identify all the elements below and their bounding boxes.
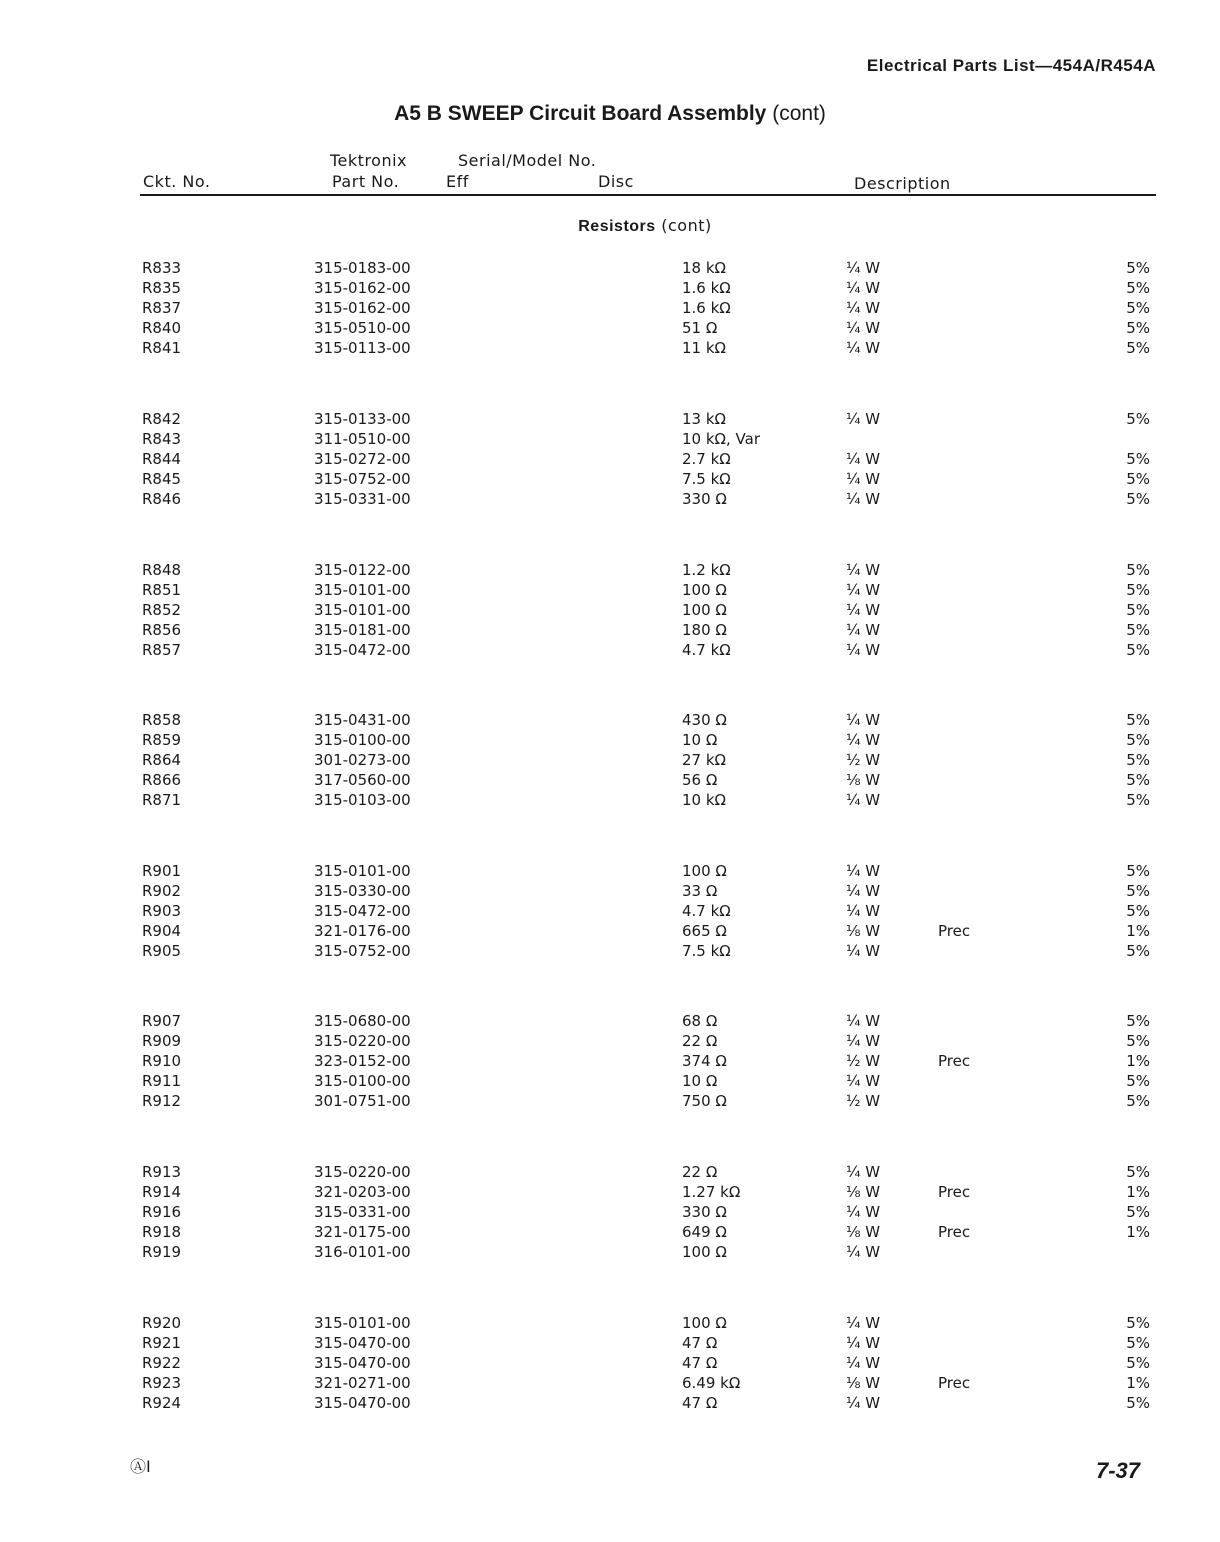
tolerance: 5% (1126, 581, 1150, 599)
part-no: 315-0220-00 (314, 1032, 411, 1050)
wattage: ¼ W (846, 1334, 881, 1352)
wattage: ⅛ W (846, 771, 881, 789)
ckt-no: R858 (142, 711, 182, 729)
part-no: 315-0472-00 (314, 902, 411, 920)
value: 430 Ω (682, 711, 727, 729)
wattage: ¼ W (846, 711, 881, 729)
ckt-no: R916 (142, 1203, 182, 1221)
col-header-serial-model: Serial/Model No. (458, 151, 597, 170)
parts-group (0, 561, 1220, 671)
table-row (0, 1223, 1220, 1243)
table-row (0, 882, 1220, 902)
part-no: 315-0113-00 (314, 339, 411, 357)
ckt-no: R848 (142, 561, 182, 579)
section-title-label: Resistors (578, 218, 656, 235)
note: Prec (938, 922, 971, 940)
value: 51 Ω (682, 319, 718, 337)
tolerance: 5% (1126, 942, 1150, 960)
ckt-no: R921 (142, 1334, 182, 1352)
part-no: 315-0470-00 (314, 1394, 411, 1412)
ckt-no: R904 (142, 922, 182, 940)
wattage: ¼ W (846, 942, 881, 960)
wattage: ½ W (846, 1052, 881, 1070)
table-row (0, 1203, 1220, 1223)
table-row (0, 711, 1220, 731)
ckt-no: R859 (142, 731, 182, 749)
tolerance: 5% (1126, 339, 1150, 357)
table-row (0, 450, 1220, 470)
table-row (0, 922, 1220, 942)
table-row (0, 771, 1220, 791)
page-number: 7-37 (1095, 1458, 1140, 1483)
part-no: 315-0100-00 (314, 731, 411, 749)
note: Prec (938, 1374, 971, 1392)
table-row (0, 1243, 1220, 1263)
wattage: ¼ W (846, 1072, 881, 1090)
ckt-no: R864 (142, 751, 182, 769)
part-no: 321-0271-00 (314, 1374, 411, 1392)
table-row (0, 601, 1220, 621)
part-no: 316-0101-00 (314, 1243, 411, 1261)
value: 10 Ω (682, 1072, 718, 1090)
part-no: 315-0472-00 (314, 641, 411, 659)
value: 100 Ω (682, 1314, 727, 1332)
part-no: 317-0560-00 (314, 771, 411, 789)
part-no: 315-0122-00 (314, 561, 411, 579)
value: 13 kΩ (682, 410, 727, 428)
part-no: 315-0431-00 (314, 711, 411, 729)
wattage: ¼ W (846, 1032, 881, 1050)
wattage: ¼ W (846, 641, 881, 659)
wattage: ¼ W (846, 731, 881, 749)
part-no: 315-0752-00 (314, 942, 411, 960)
wattage: ¼ W (846, 450, 881, 468)
wattage: ¼ W (846, 470, 881, 488)
page-title (0, 102, 1220, 126)
tolerance: 5% (1126, 490, 1150, 508)
ckt-no: R922 (142, 1354, 182, 1372)
ckt-no: R913 (142, 1163, 182, 1181)
wattage: ¼ W (846, 791, 881, 809)
ckt-no: R903 (142, 902, 182, 920)
table-row (0, 410, 1220, 430)
value: 100 Ω (682, 862, 727, 880)
value: 27 kΩ (682, 751, 727, 769)
table-row (0, 942, 1220, 962)
wattage: ⅛ W (846, 1374, 881, 1392)
ckt-no: R866 (142, 771, 182, 789)
value: 374 Ω (682, 1052, 727, 1070)
tolerance: 5% (1126, 410, 1150, 428)
value: 10 kΩ, Var (682, 430, 760, 448)
wattage: ¼ W (846, 882, 881, 900)
ckt-no: R910 (142, 1052, 182, 1070)
wattage: ⅛ W (846, 922, 881, 940)
table-row (0, 319, 1220, 339)
parts-group (0, 862, 1220, 972)
table-row (0, 1052, 1220, 1072)
value: 1.6 kΩ (682, 299, 731, 317)
section-title (0, 216, 1220, 236)
value: 18 kΩ (682, 259, 727, 277)
tolerance: 5% (1126, 601, 1150, 619)
tolerance: 5% (1126, 1163, 1150, 1181)
ckt-no: R837 (142, 299, 182, 317)
tolerance: 5% (1126, 470, 1150, 488)
wattage: ¼ W (846, 581, 881, 599)
wattage: ¼ W (846, 1314, 881, 1332)
table-row (0, 1183, 1220, 1203)
value: 33 Ω (682, 882, 718, 900)
wattage: ¼ W (846, 862, 881, 880)
wattage: ¼ W (846, 339, 881, 357)
ckt-no: R905 (142, 942, 182, 960)
value: 56 Ω (682, 771, 718, 789)
col-header-description: Description (854, 174, 951, 193)
value: 330 Ω (682, 490, 727, 508)
part-no: 315-0330-00 (314, 882, 411, 900)
value: 22 Ω (682, 1032, 718, 1050)
col-header-tektronix: Tektronix (330, 151, 408, 170)
col-header-eff: Eff (446, 172, 469, 191)
table-row (0, 902, 1220, 922)
ckt-no: R923 (142, 1374, 182, 1392)
ckt-no: R918 (142, 1223, 182, 1241)
ckt-no: R852 (142, 601, 182, 619)
value: 649 Ω (682, 1223, 727, 1241)
table-row (0, 1354, 1220, 1374)
tolerance: 5% (1126, 751, 1150, 769)
tolerance: 5% (1126, 319, 1150, 337)
value: 4.7 kΩ (682, 902, 731, 920)
col-header-ckt-no: Ckt. No. (143, 172, 211, 191)
value: 100 Ω (682, 601, 727, 619)
table-row (0, 259, 1220, 279)
table-row (0, 561, 1220, 581)
part-no: 321-0175-00 (314, 1223, 411, 1241)
parts-group (0, 1314, 1220, 1424)
part-no: 315-0101-00 (314, 862, 411, 880)
table-row (0, 1072, 1220, 1092)
value: 1.2 kΩ (682, 561, 731, 579)
ckt-no: R857 (142, 641, 182, 659)
ckt-no: R914 (142, 1183, 182, 1201)
value: 47 Ω (682, 1354, 718, 1372)
part-no: 315-0162-00 (314, 299, 411, 317)
ckt-no: R911 (142, 1072, 182, 1090)
table-row (0, 1163, 1220, 1183)
note: Prec (938, 1052, 971, 1070)
wattage: ¼ W (846, 490, 881, 508)
wattage: ¼ W (846, 1354, 881, 1372)
ckt-no: R844 (142, 450, 182, 468)
tolerance: 5% (1126, 902, 1150, 920)
parts-group (0, 259, 1220, 369)
ckt-no: R912 (142, 1092, 182, 1110)
tolerance: 5% (1126, 1314, 1150, 1332)
tolerance: 5% (1126, 1203, 1150, 1221)
table-row (0, 1032, 1220, 1052)
tolerance: 5% (1126, 561, 1150, 579)
tolerance: 5% (1126, 791, 1150, 809)
value: 6.49 kΩ (682, 1374, 741, 1392)
wattage: ¼ W (846, 1203, 881, 1221)
value: 7.5 kΩ (682, 470, 731, 488)
table-row (0, 731, 1220, 751)
tolerance: 5% (1126, 771, 1150, 789)
wattage: ¼ W (846, 1163, 881, 1181)
table-row (0, 641, 1220, 661)
wattage: ¼ W (846, 902, 881, 920)
part-no: 315-0101-00 (314, 1314, 411, 1332)
ckt-no: R835 (142, 279, 182, 297)
part-no: 315-0272-00 (314, 450, 411, 468)
parts-group (0, 711, 1220, 821)
footer-mark: ⒶI (130, 1457, 151, 1476)
tolerance: 5% (1126, 862, 1150, 880)
table-row (0, 1374, 1220, 1394)
wattage: ¼ W (846, 1243, 881, 1261)
value: 7.5 kΩ (682, 942, 731, 960)
table-row (0, 1012, 1220, 1032)
wattage: ¼ W (846, 1394, 881, 1412)
part-no: 315-0133-00 (314, 410, 411, 428)
part-no: 301-0273-00 (314, 751, 411, 769)
header-rule (140, 194, 1156, 196)
table-row (0, 1334, 1220, 1354)
part-no: 315-0331-00 (314, 1203, 411, 1221)
ckt-no: R833 (142, 259, 182, 277)
value: 10 kΩ (682, 791, 727, 809)
part-no: 315-0510-00 (314, 319, 411, 337)
parts-group (0, 410, 1220, 520)
tolerance: 5% (1126, 259, 1150, 277)
value: 100 Ω (682, 581, 727, 599)
tolerance: 5% (1126, 621, 1150, 639)
ckt-no: R841 (142, 339, 182, 357)
ckt-no: R856 (142, 621, 182, 639)
tolerance: 5% (1126, 731, 1150, 749)
table-row (0, 470, 1220, 490)
value: 1.6 kΩ (682, 279, 731, 297)
tolerance: 1% (1126, 1223, 1150, 1241)
note: Prec (938, 1183, 971, 1201)
value: 665 Ω (682, 922, 727, 940)
ckt-no: R907 (142, 1012, 182, 1030)
part-no: 315-0220-00 (314, 1163, 411, 1181)
running-head: Electrical Parts List—454A/R454A (866, 56, 1156, 75)
col-header-part-no: Part No. (332, 172, 400, 191)
ckt-no: R902 (142, 882, 182, 900)
ckt-no: R845 (142, 470, 182, 488)
part-no: 321-0176-00 (314, 922, 411, 940)
ckt-no: R840 (142, 319, 182, 337)
value: 330 Ω (682, 1203, 727, 1221)
value: 180 Ω (682, 621, 727, 639)
part-no: 315-0331-00 (314, 490, 411, 508)
table-row (0, 751, 1220, 771)
part-no: 315-0101-00 (314, 581, 411, 599)
tolerance: 5% (1126, 1092, 1150, 1110)
ckt-no: R919 (142, 1243, 182, 1261)
part-no: 323-0152-00 (314, 1052, 411, 1070)
value: 22 Ω (682, 1163, 718, 1181)
ckt-no: R901 (142, 862, 182, 880)
part-no: 311-0510-00 (314, 430, 411, 448)
tolerance: 5% (1126, 1334, 1150, 1352)
wattage: ¼ W (846, 561, 881, 579)
part-no: 315-0100-00 (314, 1072, 411, 1090)
table-row (0, 1314, 1220, 1334)
table-row (0, 299, 1220, 319)
part-no: 315-0103-00 (314, 791, 411, 809)
page-title-main: A5 B SWEEP Circuit Board Assembly (394, 102, 767, 125)
value: 68 Ω (682, 1012, 718, 1030)
section-title-suffix: (cont) (661, 216, 712, 235)
value: 10 Ω (682, 731, 718, 749)
tolerance: 1% (1126, 1374, 1150, 1392)
tolerance: 1% (1126, 1052, 1150, 1070)
part-no: 301-0751-00 (314, 1092, 411, 1110)
table-row (0, 490, 1220, 510)
value: 100 Ω (682, 1243, 727, 1261)
ckt-no: R846 (142, 490, 182, 508)
tolerance: 5% (1126, 279, 1150, 297)
parts-group (0, 1163, 1220, 1273)
part-no: 321-0203-00 (314, 1183, 411, 1201)
table-row (0, 581, 1220, 601)
part-no: 315-0181-00 (314, 621, 411, 639)
ckt-no: R924 (142, 1394, 182, 1412)
wattage: ¼ W (846, 410, 881, 428)
value: 47 Ω (682, 1394, 718, 1412)
page-title-suffix: (cont) (772, 102, 826, 125)
ckt-no: R871 (142, 791, 182, 809)
value: 2.7 kΩ (682, 450, 731, 468)
wattage: ¼ W (846, 299, 881, 317)
table-row (0, 339, 1220, 359)
parts-group (0, 1012, 1220, 1122)
wattage: ¼ W (846, 259, 881, 277)
table-row (0, 1092, 1220, 1112)
wattage: ⅛ W (846, 1183, 881, 1201)
tolerance: 5% (1126, 1012, 1150, 1030)
wattage: ¼ W (846, 621, 881, 639)
tolerance: 5% (1126, 711, 1150, 729)
value: 4.7 kΩ (682, 641, 731, 659)
table-row (0, 279, 1220, 299)
tolerance: 5% (1126, 299, 1150, 317)
wattage: ¼ W (846, 279, 881, 297)
table-row (0, 1394, 1220, 1414)
ckt-no: R842 (142, 410, 182, 428)
tolerance: 1% (1126, 922, 1150, 940)
part-no: 315-0101-00 (314, 601, 411, 619)
tolerance: 5% (1126, 641, 1150, 659)
tolerance: 5% (1126, 450, 1150, 468)
wattage: ½ W (846, 1092, 881, 1110)
tolerance: 5% (1126, 1394, 1150, 1412)
tolerance: 5% (1126, 882, 1150, 900)
table-row (0, 862, 1220, 882)
tolerance: 5% (1126, 1354, 1150, 1372)
ckt-no: R843 (142, 430, 182, 448)
part-no: 315-0183-00 (314, 259, 411, 277)
ckt-no: R851 (142, 581, 182, 599)
table-row (0, 430, 1220, 450)
part-no: 315-0680-00 (314, 1012, 411, 1030)
part-no: 315-0470-00 (314, 1354, 411, 1372)
tolerance: 5% (1126, 1032, 1150, 1050)
value: 1.27 kΩ (682, 1183, 741, 1201)
value: 11 kΩ (682, 339, 727, 357)
part-no: 315-0752-00 (314, 470, 411, 488)
table-row (0, 621, 1220, 641)
col-header-disc: Disc (598, 172, 634, 191)
value: 750 Ω (682, 1092, 727, 1110)
wattage: ¼ W (846, 319, 881, 337)
table-row (0, 791, 1220, 811)
wattage: ¼ W (846, 601, 881, 619)
note: Prec (938, 1223, 971, 1241)
ckt-no: R909 (142, 1032, 182, 1050)
part-no: 315-0470-00 (314, 1334, 411, 1352)
wattage: ½ W (846, 751, 881, 769)
ckt-no: R920 (142, 1314, 182, 1332)
part-no: 315-0162-00 (314, 279, 411, 297)
wattage: ⅛ W (846, 1223, 881, 1241)
value: 47 Ω (682, 1334, 718, 1352)
wattage: ¼ W (846, 1012, 881, 1030)
tolerance: 5% (1126, 1072, 1150, 1090)
tolerance: 1% (1126, 1183, 1150, 1201)
